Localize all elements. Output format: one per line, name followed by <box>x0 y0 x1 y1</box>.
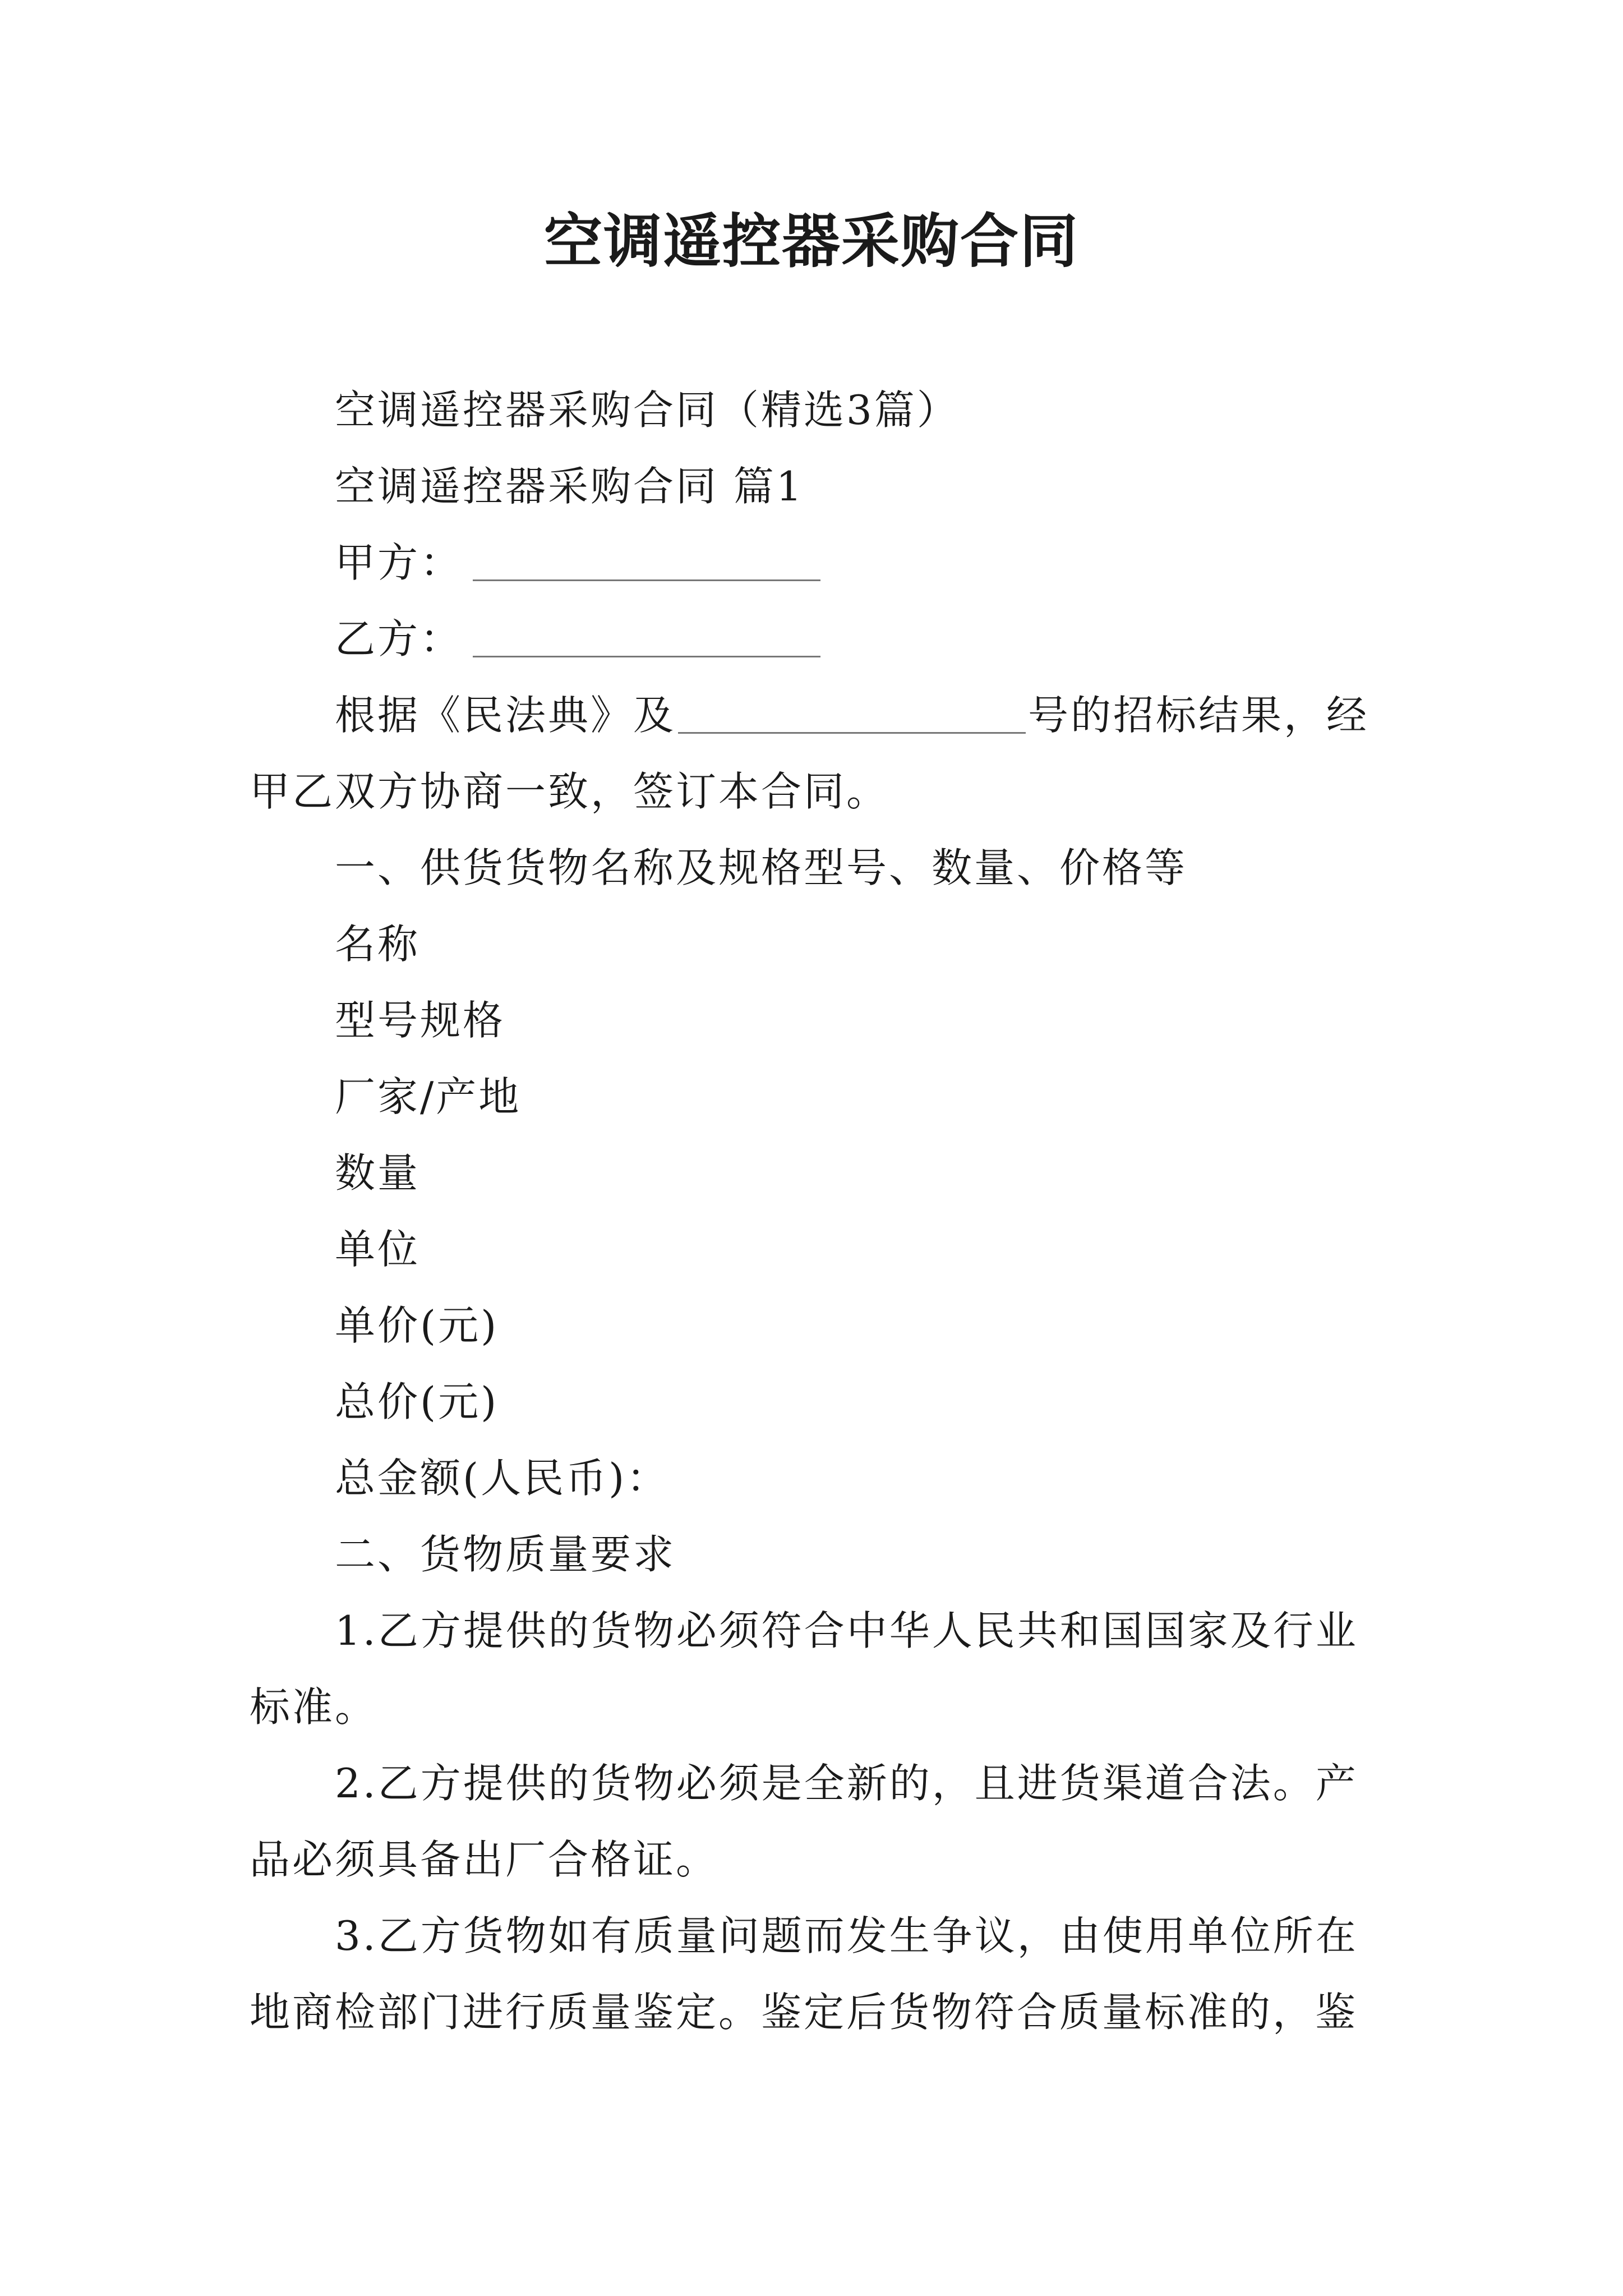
party-b-blank <box>473 615 820 657</box>
section2-heading: 二、货物质量要求 <box>335 1531 676 1578</box>
field-unit-price: 单价(元) <box>335 1302 499 1349</box>
basis-paragraph <box>250 677 1377 830</box>
party-a-line <box>250 524 1377 601</box>
party-b-line <box>250 601 1377 677</box>
quality-item-2: 2.乙方提供的货物必须是全新的，且进货渠道合法。产品必须具备出厂合格证。 <box>250 1760 1358 1883</box>
field-name: 名称 <box>335 921 421 968</box>
document-title: 空调遥控器采购合同 <box>543 207 1079 275</box>
field-total-price: 总价(元) <box>335 1378 499 1425</box>
basis-suffix: 号的招标结果，经甲乙双方协商一致，签订本合同。 <box>250 692 1370 815</box>
field-quantity: 数量 <box>335 1149 421 1197</box>
subtitle: 空调遥控器采购合同（精选3篇） <box>335 386 960 434</box>
document-body <box>250 372 1377 2050</box>
basis-prefix: 根据《民法典》及 <box>335 692 676 739</box>
section1-heading: 一、供货货物名称及规格型号、数量、价格等 <box>335 844 1188 891</box>
party-a-blank <box>473 539 820 581</box>
part1-heading: 空调遥控器采购合同 篇1 <box>335 463 804 510</box>
field-maker: 厂家/产地 <box>335 1073 522 1120</box>
quality-item-3: 3.乙方货物如有质量问题而发生争议，由使用单位所在地商检部门进行质量鉴定。鉴定后货物符合质量标准的，鉴 <box>250 1912 1358 2036</box>
field-model: 型号规格 <box>335 997 506 1044</box>
tender-number-blank <box>678 692 1026 734</box>
quality-item-1: 1.乙方提供的货物必须符合中华人民共和国国家及行业标准。 <box>250 1607 1358 1731</box>
field-total-amount: 总金额(人民币)： <box>335 1455 670 1502</box>
party-b-label: 乙方： <box>335 615 463 662</box>
field-unit: 单位 <box>335 1226 421 1273</box>
party-a-label: 甲方： <box>335 539 463 586</box>
